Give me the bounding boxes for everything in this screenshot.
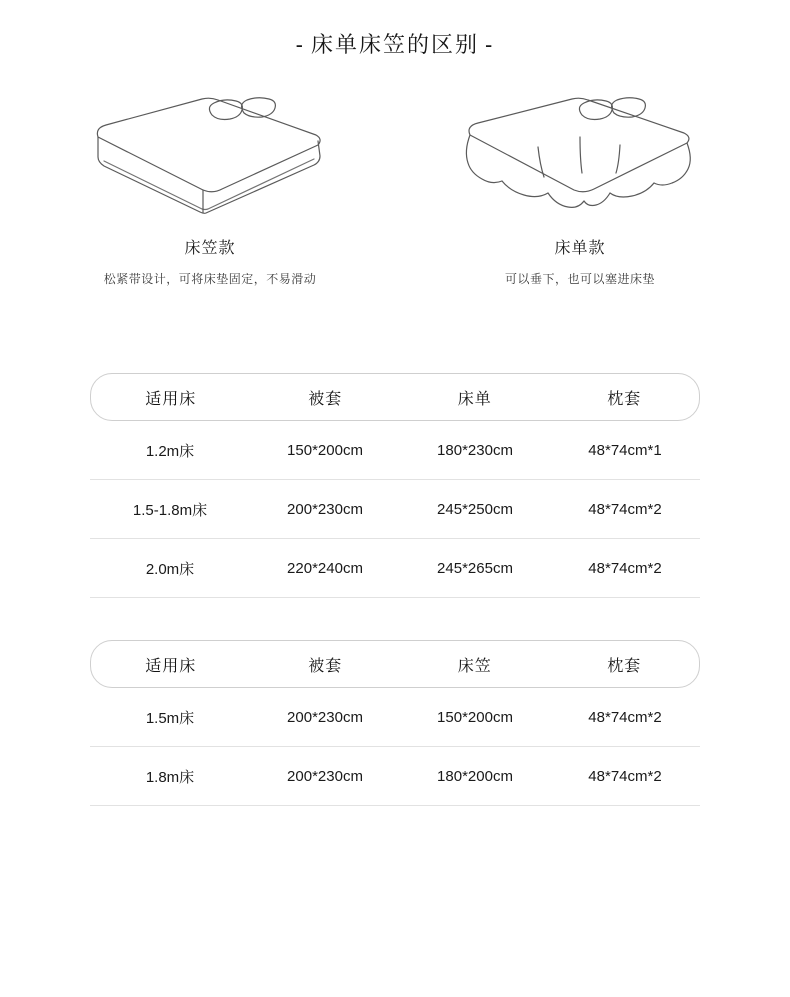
table-cell: 48*74cm*2 — [588, 500, 662, 518]
table-cell: 180*200cm — [437, 767, 513, 785]
table-header-cell: 床笠 — [457, 657, 492, 675]
page-title-text: 床单床笠的区别 — [310, 32, 479, 57]
table-cell: 48*74cm*2 — [588, 559, 662, 577]
table-header-cell: 枕套 — [607, 390, 642, 408]
table-cell: 200*230cm — [287, 500, 363, 518]
table-cell: 48*74cm*2 — [588, 767, 662, 785]
table-cell: 220*240cm — [287, 559, 363, 577]
table-cell: 1.8m床 — [145, 768, 195, 786]
illustration-desc: 可以垂下，也可以塞进床垫 — [504, 272, 655, 286]
table-cell: 1.2m床 — [145, 442, 195, 460]
table-cell: 200*230cm — [287, 708, 363, 726]
table-cell: 200*230cm — [287, 767, 363, 785]
table-header-row — [90, 373, 700, 421]
title-left-dash: - — [295, 32, 305, 57]
table-cell: 1.5m床 — [145, 709, 195, 727]
illustration-flat-sheet — [430, 85, 730, 287]
flat-sheet-bed-icon — [460, 85, 700, 225]
table-cell: 150*200cm — [437, 708, 513, 726]
page-title-row — [0, 0, 790, 59]
spec-table-flat-sheet — [90, 373, 700, 598]
table-row — [90, 480, 700, 539]
table-header-cell: 枕套 — [607, 657, 642, 675]
table-cell: 150*200cm — [287, 441, 363, 459]
table-cell: 48*74cm*2 — [588, 708, 662, 726]
table-header-row — [90, 640, 700, 688]
illustration-label: 床笠款 — [184, 240, 236, 257]
spec-tables — [0, 373, 790, 806]
table-cell: 245*265cm — [437, 559, 513, 577]
table-header-cell: 适用床 — [145, 657, 197, 675]
table-header-cell: 被套 — [308, 390, 343, 408]
page-title — [290, 28, 501, 59]
table-header-cell: 被套 — [308, 657, 343, 675]
illustration-desc: 松紧带设计，可将床垫固定，不易滑动 — [103, 272, 317, 286]
table-cell: 245*250cm — [437, 500, 513, 518]
table-cell: 48*74cm*1 — [588, 441, 662, 459]
table-cell: 180*230cm — [437, 441, 513, 459]
fitted-sheet-bed-icon — [90, 85, 330, 225]
illustration-fitted-sheet — [60, 85, 360, 287]
table-cell: 2.0m床 — [145, 560, 195, 578]
spec-table-fitted-sheet — [90, 640, 700, 806]
table-row — [90, 539, 700, 598]
title-right-dash: - — [485, 32, 495, 57]
table-row — [90, 421, 700, 480]
illustration-label: 床单款 — [554, 240, 606, 257]
table-row — [90, 688, 700, 747]
table-cell: 1.5-1.8m床 — [132, 501, 208, 519]
table-row — [90, 747, 700, 806]
table-header-cell: 适用床 — [145, 390, 197, 408]
table-header-cell: 床单 — [457, 390, 492, 408]
illustration-section — [0, 85, 790, 287]
